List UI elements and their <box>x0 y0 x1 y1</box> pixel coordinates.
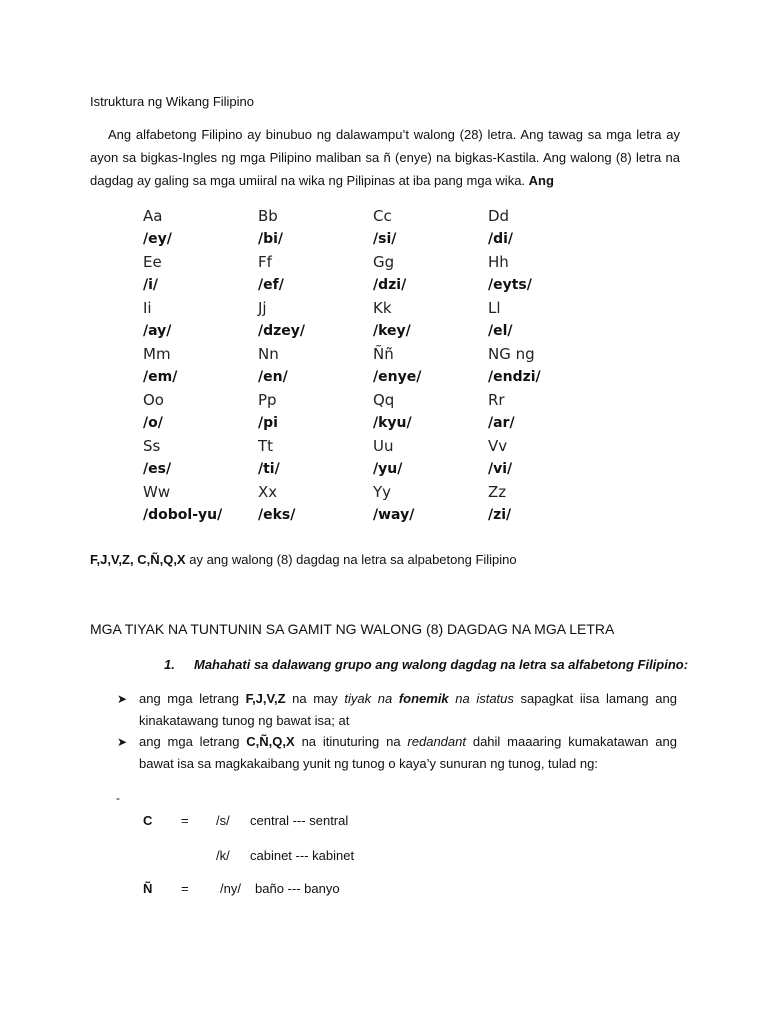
alphabet-cell <box>373 343 488 389</box>
text-italic: redandant <box>407 734 466 749</box>
alphabet-letter: Kk <box>373 299 392 317</box>
alphabet-cell <box>488 297 603 343</box>
alphabet-row <box>143 297 603 343</box>
arrow-bullet-icon: ➤ <box>117 735 128 749</box>
alphabet-cell <box>488 205 603 251</box>
alphabet-cell <box>143 343 258 389</box>
bullet-1-text <box>139 688 677 732</box>
alphabet-cell <box>373 297 488 343</box>
alphabet-row <box>143 389 603 435</box>
alphabet-pronunciation: /si/ <box>373 231 397 247</box>
rule-1-number: 1. <box>164 657 175 672</box>
alphabet-pronunciation: /en/ <box>258 369 288 385</box>
map-c-equals: = <box>181 813 189 828</box>
text-span: na may <box>292 691 338 706</box>
letters-bold: F,J,V,Z <box>245 691 286 706</box>
alphabet-pronunciation: /i/ <box>143 277 159 293</box>
alphabet-row <box>143 343 603 389</box>
alphabet-cell <box>488 251 603 297</box>
alphabet-pronunciation: /di/ <box>488 231 514 247</box>
arrow-bullet-icon: ➤ <box>117 692 128 706</box>
map-n-letter: Ñ <box>143 881 153 896</box>
rule-1-text: Mahahati sa dalawang grupo ang walong dagdag na letra sa alfabetong Filipino: <box>194 657 689 672</box>
text-bold-italic: fonemik <box>398 691 449 706</box>
alphabet-pronunciation: /ti/ <box>258 461 280 477</box>
text-span: na itinuturing na <box>301 734 401 749</box>
alphabet-letter: Tt <box>258 437 274 455</box>
alphabet-pronunciation: /endzi/ <box>488 369 541 385</box>
alphabet-letter: Zz <box>488 483 507 501</box>
extra-letters-line <box>90 552 517 567</box>
alphabet-pronunciation: /dzi/ <box>373 277 407 293</box>
alphabet-pronunciation: /o/ <box>143 415 163 431</box>
alphabet-cell <box>143 297 258 343</box>
alphabet-letter: Pp <box>258 391 277 409</box>
section-heading: MGA TIYAK NA TUNTUNIN SA GAMIT NG WALONG (8) DAGDAG NA MGA LETRA <box>90 621 615 637</box>
alphabet-row <box>143 251 603 297</box>
alphabet-pronunciation: /dzey/ <box>258 323 306 339</box>
alphabet-letter: Gg <box>373 253 395 271</box>
alphabet-cell <box>143 435 258 481</box>
alphabet-letter: Xx <box>258 483 278 501</box>
bullet-item-1 <box>117 688 677 732</box>
alphabet-cell <box>373 251 488 297</box>
alphabet-cell <box>258 481 373 527</box>
alphabet-cell <box>488 343 603 389</box>
extra-letters-description: ay ang walong (8) dagdag na letra sa alpabetong Filipino <box>189 552 517 567</box>
alphabet-pronunciation: /key/ <box>373 323 411 339</box>
alphabet-pronunciation: /way/ <box>373 507 415 523</box>
alphabet-pronunciation: /el/ <box>488 323 513 339</box>
map-n-sound: /ny/ <box>220 881 241 896</box>
alphabet-cell <box>258 251 373 297</box>
alphabet-letter: Ll <box>488 299 501 317</box>
alphabet-letter: Ii <box>143 299 152 317</box>
alphabet-cell <box>143 205 258 251</box>
alphabet-letter: Ss <box>143 437 161 455</box>
letters-bold: C,Ñ,Q,X <box>246 734 295 749</box>
alphabet-pronunciation: /em/ <box>143 369 178 385</box>
alphabet-cell <box>143 251 258 297</box>
text-span: ang mga letrang <box>139 734 240 749</box>
intro-paragraph <box>90 123 680 192</box>
bullet-item-2 <box>117 731 677 775</box>
bullet-2-text <box>139 731 677 775</box>
alphabet-cell <box>258 297 373 343</box>
alphabet-letter: Yy <box>373 483 392 501</box>
alphabet-pronunciation: /dobol-yu/ <box>143 507 223 523</box>
alphabet-cell <box>258 205 373 251</box>
text-italic: na istatus <box>455 691 514 706</box>
text-span: ang mga letrang <box>139 691 239 706</box>
alphabet-cell <box>258 435 373 481</box>
alphabet-cell <box>143 389 258 435</box>
alphabet-cell <box>258 343 373 389</box>
alphabet-cell <box>373 389 488 435</box>
alphabet-pronunciation: /ay/ <box>143 323 172 339</box>
alphabet-row <box>143 481 603 527</box>
alphabet-letter: Ww <box>143 483 171 501</box>
alphabet-pronunciation: /pi <box>258 415 278 431</box>
alphabet-pronunciation: /eyts/ <box>488 277 532 293</box>
alphabet-letter: Uu <box>373 437 394 455</box>
alphabet-letter: Rr <box>488 391 505 409</box>
alphabet-pronunciation: /ef/ <box>258 277 284 293</box>
text-span: sapagkat iisa lamang ang kinakatawang tunog ng bawat isa; at <box>139 691 677 728</box>
alphabet-row <box>143 435 603 481</box>
alphabet-table <box>143 205 603 527</box>
map-c-letter: C <box>143 813 153 828</box>
alphabet-letter: Oo <box>143 391 164 409</box>
alphabet-cell <box>143 481 258 527</box>
alphabet-pronunciation: /kyu/ <box>373 415 412 431</box>
alphabet-pronunciation: /eks/ <box>258 507 296 523</box>
alphabet-cell <box>488 435 603 481</box>
map-c-example-2: cabinet --- kabinet <box>250 848 355 863</box>
alphabet-pronunciation: /yu/ <box>373 461 403 477</box>
map-c-sound-1: /s/ <box>216 813 230 828</box>
alphabet-letter: Dd <box>488 207 510 225</box>
alphabet-letter: Nn <box>258 345 279 363</box>
alphabet-letter: Aa <box>143 207 163 225</box>
dash-marker: - <box>116 791 120 805</box>
extra-letters: F,J,V,Z, C,Ñ,Q,X <box>90 552 186 567</box>
alphabet-pronunciation: /enye/ <box>373 369 422 385</box>
alphabet-letter: Jj <box>258 299 267 317</box>
map-n-equals: = <box>181 881 189 896</box>
alphabet-letter: Bb <box>258 207 278 225</box>
alphabet-letter: Ff <box>258 253 272 271</box>
alphabet-cell <box>373 435 488 481</box>
alphabet-cell <box>373 481 488 527</box>
alphabet-cell <box>373 205 488 251</box>
alphabet-cell <box>488 481 603 527</box>
map-n-example: baño --- banyo <box>255 881 340 896</box>
map-c-example-1: central --- sentral <box>250 813 349 828</box>
alphabet-letter: Cc <box>373 207 392 225</box>
alphabet-pronunciation: /ey/ <box>143 231 172 247</box>
text-italic: tiyak na <box>344 691 393 706</box>
intro-tail: Ang <box>528 173 554 188</box>
alphabet-letter: NG ng <box>488 345 535 363</box>
rule-1 <box>164 657 688 672</box>
alphabet-pronunciation: /vi/ <box>488 461 513 477</box>
document-title: Istruktura ng Wikang Filipino <box>90 94 255 109</box>
alphabet-pronunciation: /es/ <box>143 461 172 477</box>
alphabet-letter: Vv <box>488 437 508 455</box>
alphabet-letter: Mm <box>143 345 171 363</box>
alphabet-letter: Hh <box>488 253 509 271</box>
alphabet-cell <box>258 389 373 435</box>
alphabet-letter: Ññ <box>373 345 394 363</box>
alphabet-cell <box>488 389 603 435</box>
alphabet-letter: Qq <box>373 391 395 409</box>
map-c-sound-2: /k/ <box>216 848 230 863</box>
alphabet-letter: Ee <box>143 253 162 271</box>
alphabet-pronunciation: /ar/ <box>488 415 515 431</box>
alphabet-pronunciation: /zi/ <box>488 507 512 523</box>
alphabet-row <box>143 205 603 251</box>
intro-text: Ang alfabetong Filipino ay binubuo ng dalawampu’t walong (28) letra. Ang tawag sa mga letra ay ayon sa bigkas-Ingles ng mga Pilipino maliban sa ñ (enye) na bigkas-Kastila. Ang walong (8) letra na dagdag ay galing sa mga umiiral na wika ng Pilipinas at iba pang mga wika. <box>90 127 680 188</box>
alphabet-pronunciation: /bi/ <box>258 231 284 247</box>
text-span: dahil maaaring kumakatawan ang bawat isa sa magkakaibang yunit ng tunog o kaya’y sunuran ng tunog, tulad ng: <box>139 734 677 771</box>
